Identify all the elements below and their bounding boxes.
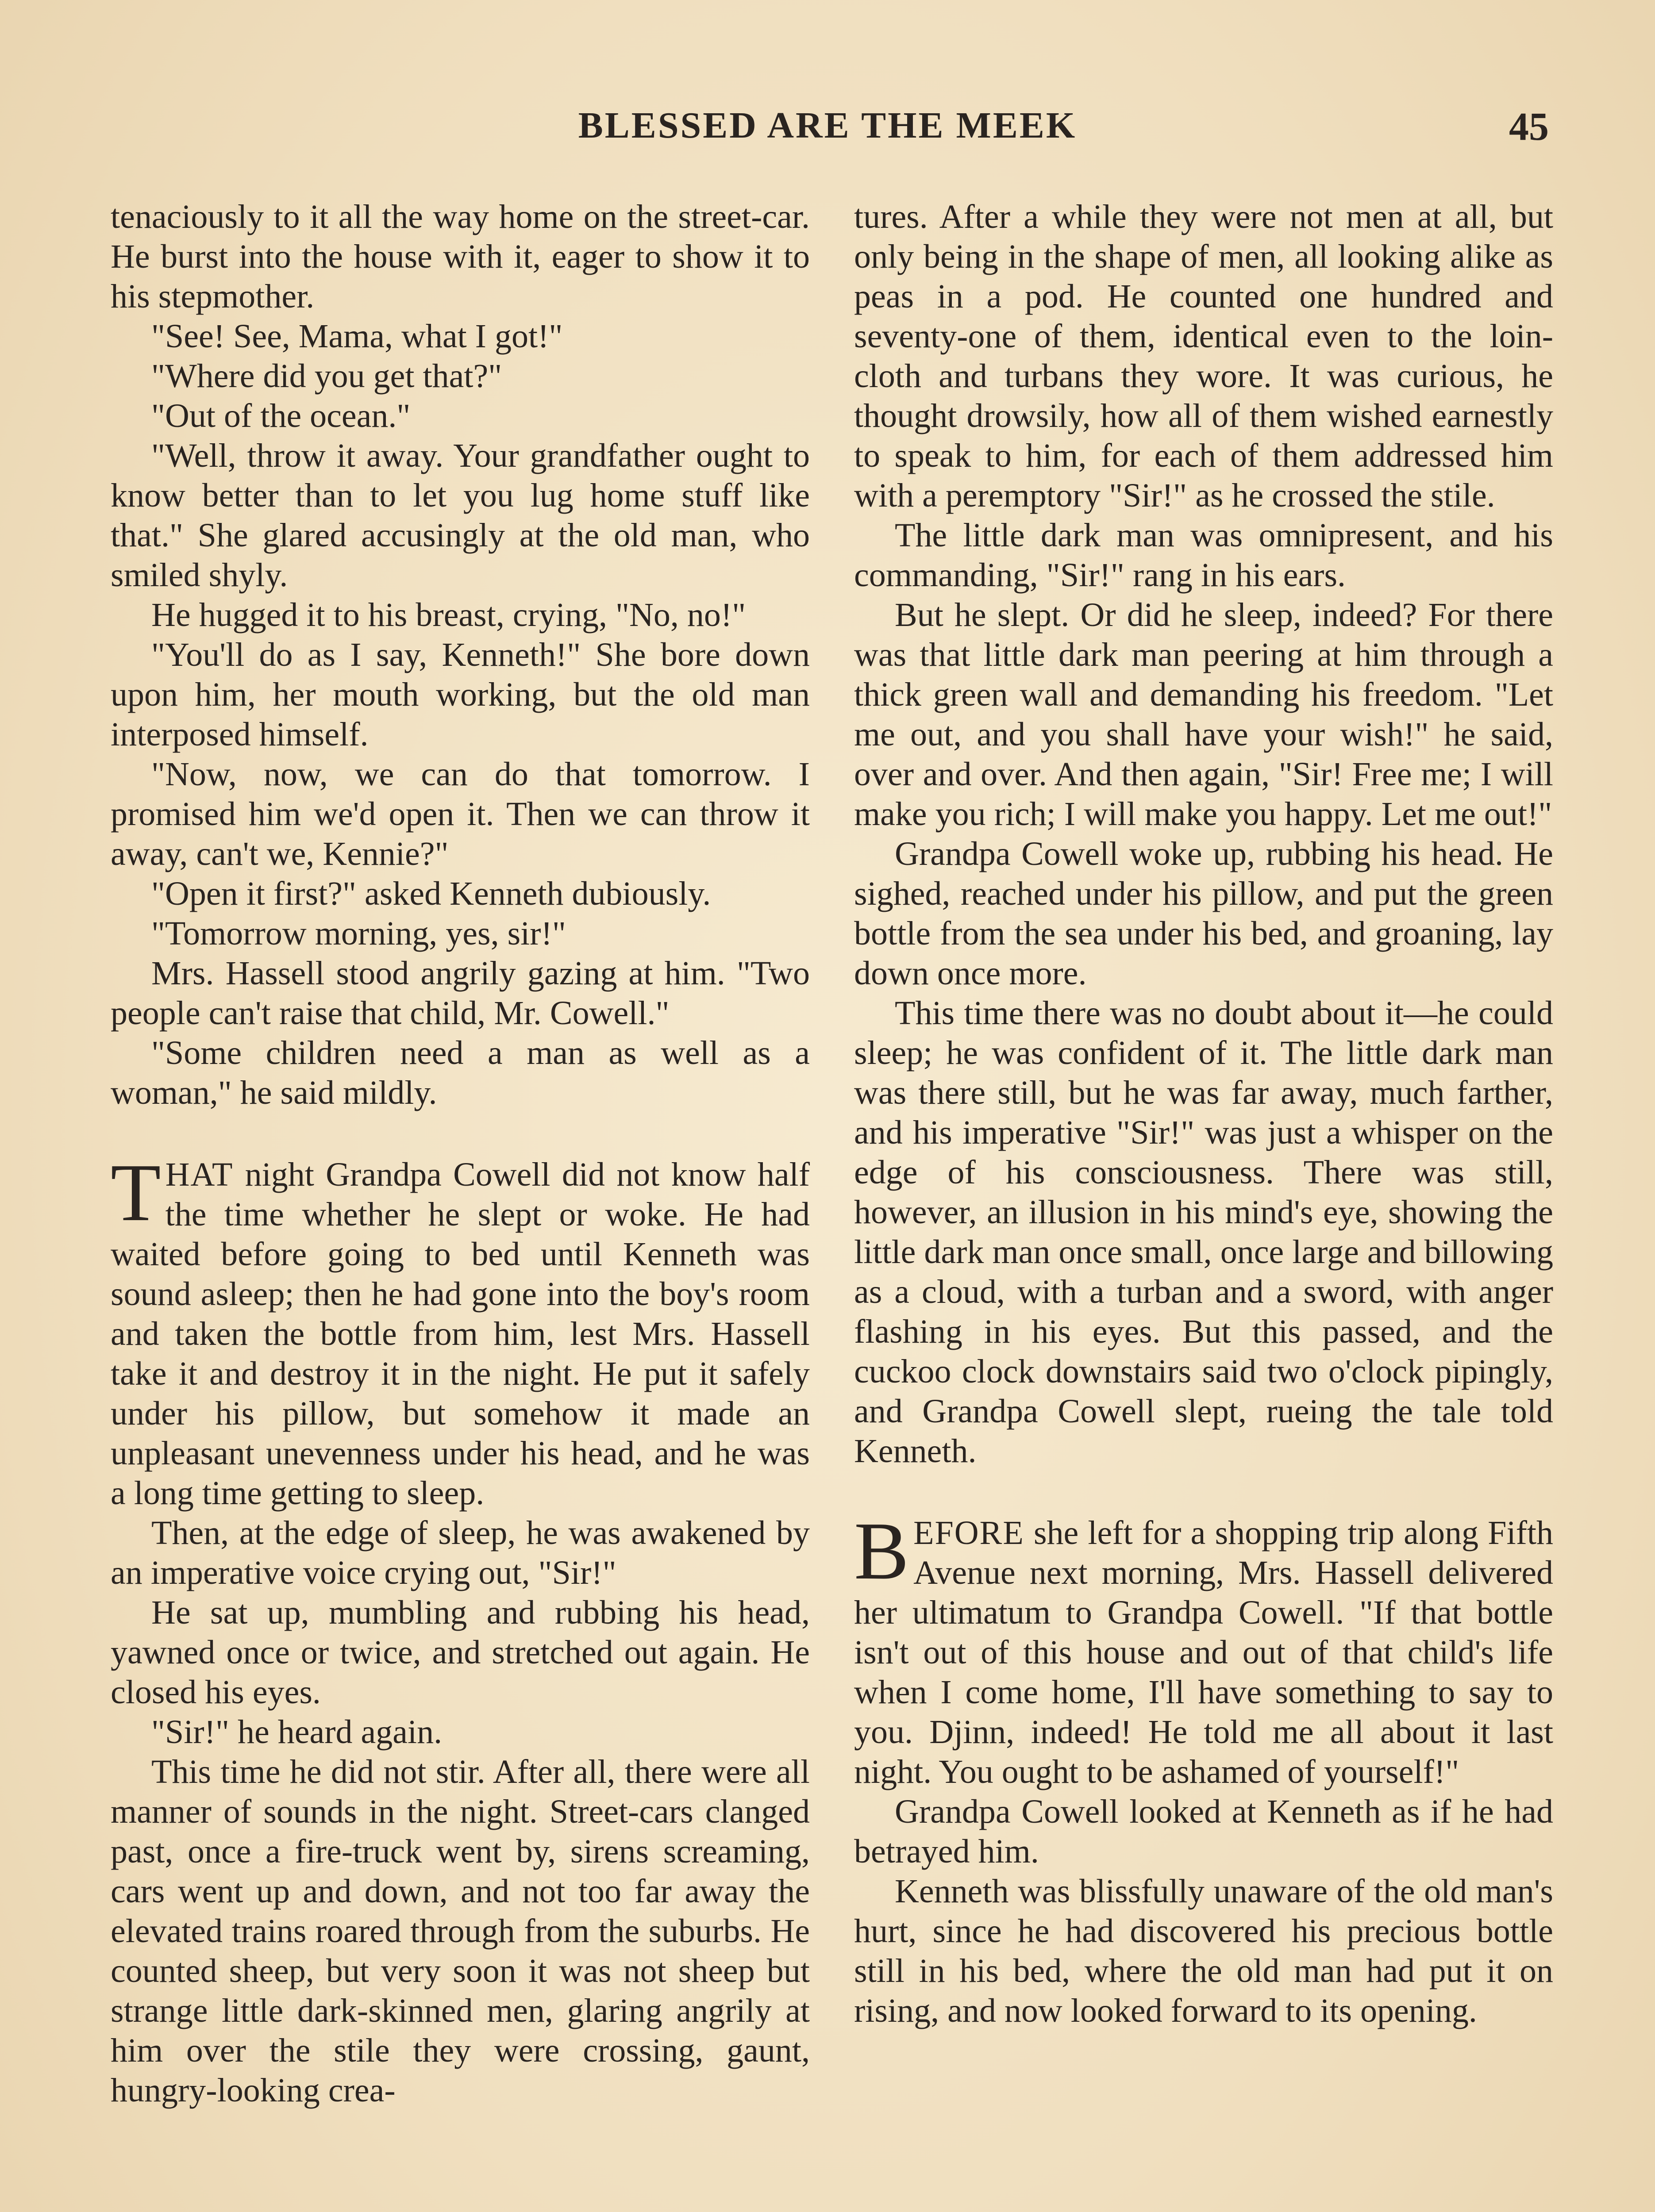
page-number: 45: [1509, 105, 1549, 149]
paragraph: "Out of the ocean.": [151, 397, 411, 434]
small-caps-lead: EFORE: [913, 1514, 1024, 1551]
paragraph: Grandpa Cowell woke up, rubbing his head. He sighed, reached under his pillow, and put the green bottle from the sea under his bed, and groaning, lay down once more.: [854, 835, 1553, 992]
paragraph: "Some children need a man as well as a woman," he said mildly.: [111, 1034, 810, 1111]
paragraph: This time there was no doubt about it—he could sleep; he was confident of it. The little dark man was there still, but he was far away, much farther, and his imperative "Sir!" was just a whisper on the edge of his consciousness. There was still, however, an illusion in his mind's eye, showing the little dark man once small, once large and billowing as a cloud, with a turban and a sword, with anger flashing in his eyes. But this passed, and the cuckoo clock downstairs said two o'clock pipingly, and Grandpa Cowell slept, rueing the tale told Kenneth.: [854, 995, 1553, 1470]
paragraph: "Open it first?" asked Kenneth dubiously.: [151, 875, 711, 912]
paragraph: He sat up, mumbling and rubbing his head, yawned once or twice, and stretched out again. He closed his eyes.: [111, 1594, 810, 1711]
section-start-paragraph: [854, 1505, 1553, 1792]
section-start-paragraph: [111, 1147, 810, 1513]
left-column: [111, 197, 810, 2110]
paragraph: "Where did you get that?": [151, 357, 502, 395]
paragraph: Then, at the edge of sleep, he was awakened by an imperative voice crying out, "Sir!": [111, 1514, 810, 1591]
paragraph: This time he did not stir. After all, there were all manner of sounds in the night. Street-cars clanged past, once a fire-truck went by, sirens screaming, cars went up and down, and not too far away the elevated trains roared through from the suburbs. He counted sheep, but very soon it was not sheep but strange little dark-skinned men, glaring angrily at him over the stile they were crossing, gaunt, hungry-looking crea-: [111, 1753, 810, 2109]
paragraph: The little dark man was omnipresent, and his commanding, "Sir!" rang in his ears.: [854, 517, 1553, 594]
paragraph: He hugged it to his breast, crying, "No, no!": [151, 596, 746, 634]
paragraph: tures. After a while they were not men at all, but only being in the shape of men, all looking alike as peas in a pod. He counted one hundred and seventy-one of them, identical even to the loin-cloth and turbans they wore. It was curious, he thought drowsily, how all of them wished earnestly to speak to him, for each of them addressed him with a peremptory "Sir!" as he crossed the stile.: [854, 198, 1553, 514]
paragraph: "Tomorrow morning, yes, sir!": [151, 915, 566, 952]
paragraph: "Sir!" he heard again.: [151, 1713, 443, 1751]
paragraph: "You'll do as I say, Kenneth!" She bore down upon him, her mouth working, but the old man interposed himself.: [111, 636, 810, 753]
paragraph: But he slept. Or did he sleep, indeed? For there was that little dark man peering at him through a thick green wall and demanding his freedom. "Let me out, and you shall have your wish!" he said, over and over. And then again, "Sir! Free me; I will make you rich; I will make you happy. Let me out!": [854, 596, 1553, 833]
paragraph-text: night Grandpa Cowell did not know half the time whether he slept or woke. He had waited before going to bed until Kenneth was sound asleep; then he had gone into the boy's room and taken the bottle from him, lest Mrs. Hassell take it and destroy it in the night. He put it safely under his pillow, but somehow it made an unpleasant unevenness under his head, and he was a long time getting to sleep.: [111, 1156, 810, 1512]
right-column: [854, 197, 1553, 2031]
drop-cap: B: [854, 1505, 909, 1597]
small-caps-lead: HAT: [165, 1156, 234, 1193]
paragraph: Kenneth was blissfully unaware of the old man's hurt, since he had discovered his precious bottle still in his bed, where the old man had put it on rising, and now looked forward to its opening.: [854, 1873, 1553, 2029]
drop-cap: T: [111, 1147, 161, 1238]
paragraph: "Now, now, we can do that tomorrow. I promised him we'd open it. Then we can throw it away, can't we, Kennie?": [111, 756, 810, 872]
paragraph: Grandpa Cowell looked at Kenneth as if he had betrayed him.: [854, 1793, 1553, 1870]
paragraph: Mrs. Hassell stood angrily gazing at him. "Two people can't raise that child, Mr. Cowell.": [111, 955, 810, 1032]
paragraph: "See! See, Mama, what I got!": [151, 318, 563, 355]
paragraph-text: she left for a shopping trip along Fifth Avenue next morning, Mrs. Hassell delivered her ultimatum to Grandpa Cowell. "If that bottle isn't out of this house and out of that child's life when I come home, I'll have something to say to you. Djinn, indeed! He told me all about it last night. You ought to be ashamed of yourself!": [854, 1514, 1553, 1790]
paragraph: "Well, throw it away. Your grandfather ought to know better than to let you lug home stuff like that." She glared accusingly at the old man, who smiled shyly.: [111, 437, 810, 594]
running-title: BLESSED ARE THE MEEK: [578, 105, 1077, 146]
page-header: [0, 104, 1655, 161]
paragraph: tenaciously to it all the way home on the street-car. He burst into the house with it, eager to show it to his stepmother.: [111, 198, 810, 315]
